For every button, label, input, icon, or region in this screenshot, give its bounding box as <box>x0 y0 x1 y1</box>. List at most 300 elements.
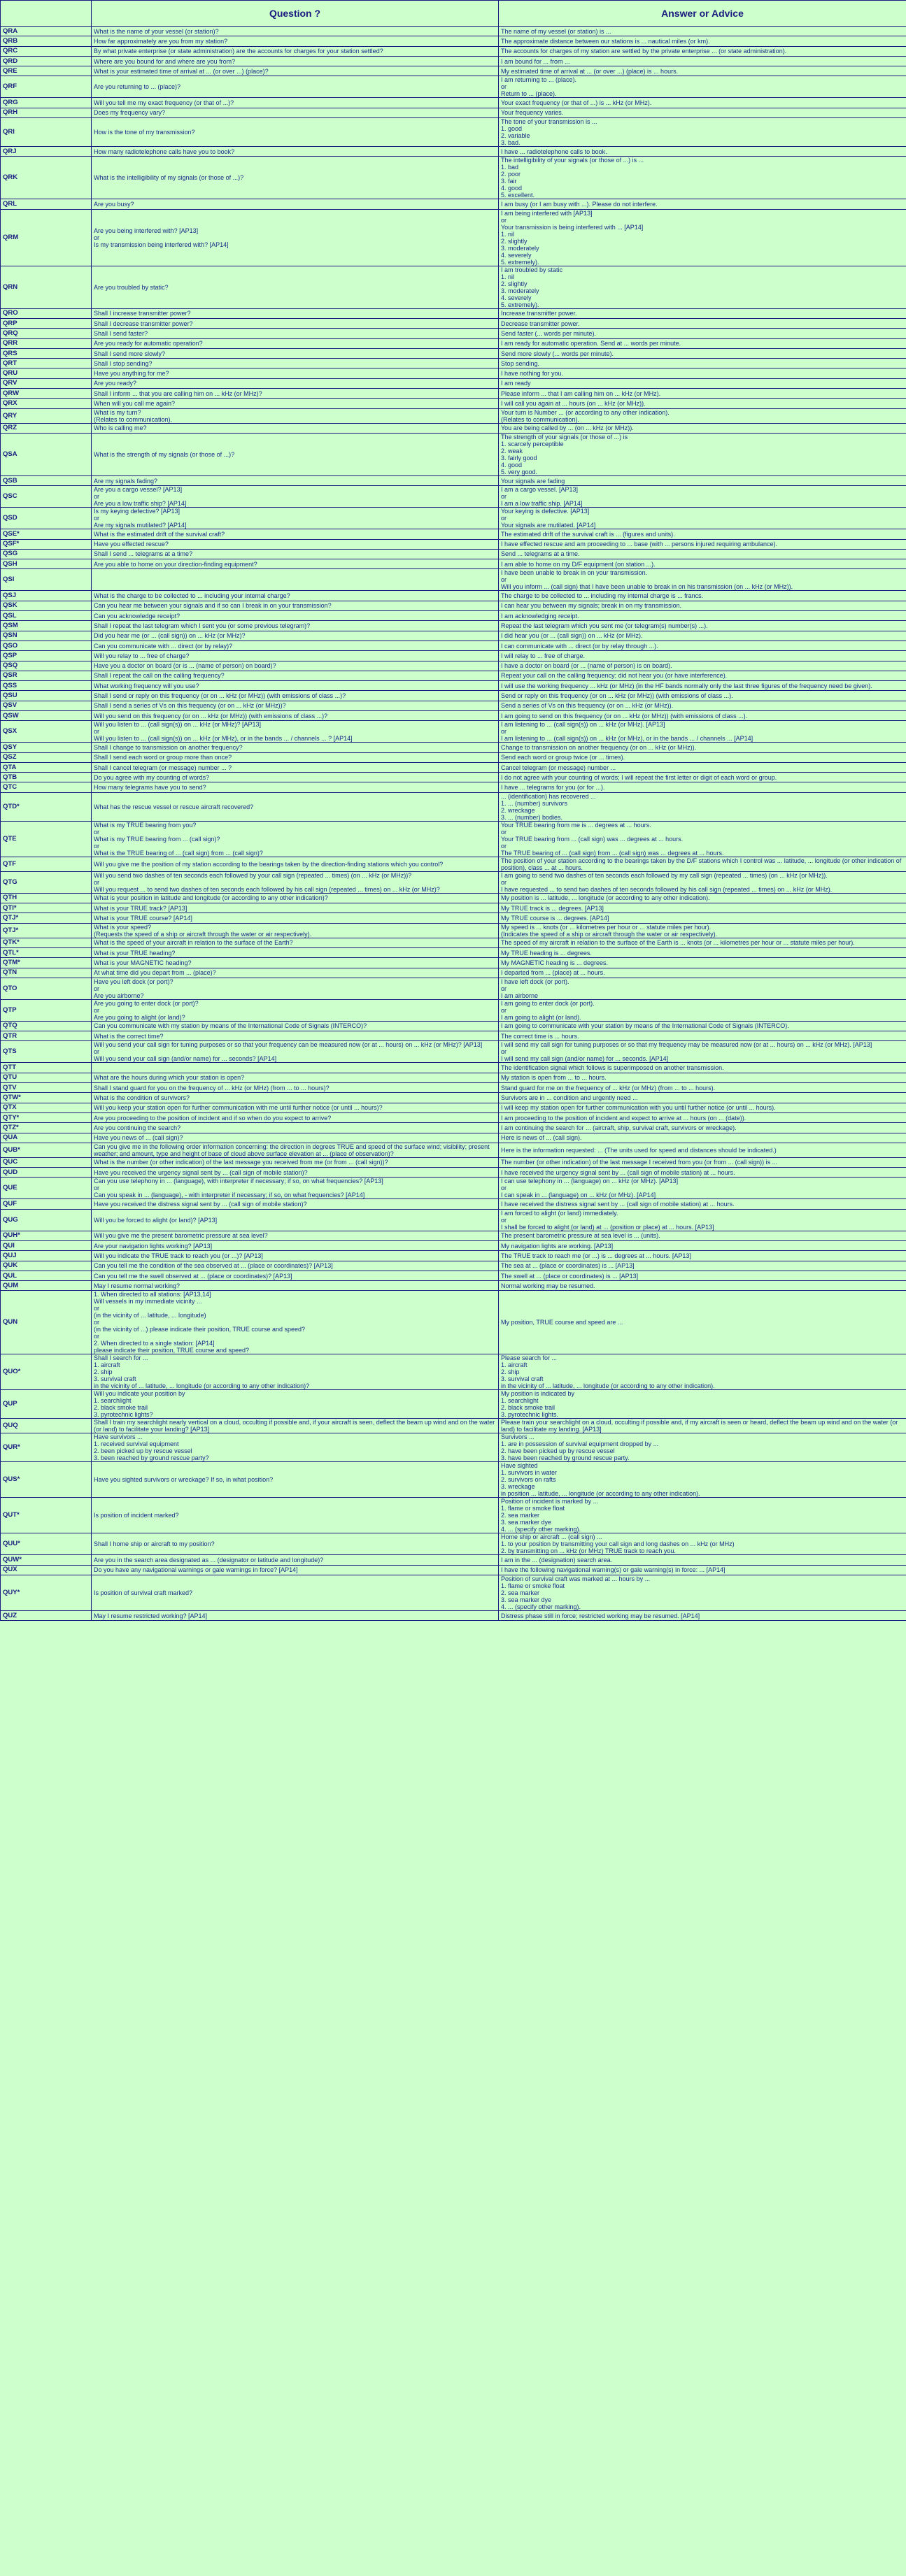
question-cell: Shall I train my searchlight nearly vertical on a cloud, occulting if possible and, if your aircraft is seen, deflect the beam up wind and on the water (or land) to facilitate your landing? [AP13] <box>92 1419 499 1433</box>
question-cell: Shall I inform ... that you are calling him on ... kHz (or MHz)? <box>92 389 499 399</box>
q-code: QRX <box>1 399 92 408</box>
q-code: QSN <box>1 631 92 641</box>
table-row <box>1 98 906 108</box>
q-code: QTE <box>1 821 92 857</box>
table-row <box>1 1419 906 1433</box>
q-code: QSC <box>1 486 92 508</box>
answer-cell: Home ship or aircraft ... (call sign) ... 1. to your position by transmitting your call sign and long dashes on ... kHz (or MHz) 2. by transmitting on ... kHz (or MHz) TRUE track to reach you. <box>499 1533 906 1555</box>
q-code: QSV <box>1 701 92 710</box>
table-row <box>1 36 906 46</box>
table-row <box>1 752 906 762</box>
answer-cell: Distress phase still in force; restricted working may be resumed. [AP14] <box>499 1611 906 1621</box>
question-cell: What is the number (or other indication) of the last message you received from me (or from ... (call sign))? <box>92 1157 499 1167</box>
table-row <box>1 108 906 117</box>
table-row <box>1 76 906 98</box>
table-row <box>1 611 906 621</box>
answer-cell: I have nothing for you. <box>499 368 906 378</box>
question-cell: Will you indicate your position by 1. searchlight 2. black smoke trail 3. pyrotechnic lights? <box>92 1390 499 1419</box>
table-row <box>1 999 906 1021</box>
question-cell: Are you returning to ... (place)? <box>92 76 499 98</box>
table-row <box>1 893 906 903</box>
question-cell: Shall I send faster? <box>92 329 499 338</box>
q-code: QTD* <box>1 792 92 821</box>
q-code: QUK <box>1 1261 92 1271</box>
table-row <box>1 641 906 650</box>
question-cell: Shall I send a series of Vs on this frequency (or on ... kHz (or MHz))? <box>92 701 499 710</box>
table-row <box>1 978 906 999</box>
q-code: QSD <box>1 508 92 529</box>
table-row <box>1 762 906 772</box>
q-code: QSH <box>1 559 92 569</box>
answer-cell: The number (or other indication) of the last message I received from you (or from ... (call sign)) is ... <box>499 1157 906 1167</box>
table-row <box>1 338 906 348</box>
answer-cell: I have left dock (or port). or I am airborne <box>499 978 906 999</box>
question-cell: Where are you bound for and where are you from? <box>92 56 499 66</box>
q-code: QUD <box>1 1168 92 1178</box>
table-row <box>1 1261 906 1271</box>
answer-cell: You are being called by ... (on ... kHz (or MHz)). <box>499 423 906 433</box>
q-code: QSE* <box>1 529 92 539</box>
q-code: QRY <box>1 408 92 423</box>
q-code: QSG <box>1 549 92 559</box>
table-row <box>1 389 906 399</box>
answer-cell: Your signals are fading <box>499 475 906 485</box>
question-cell: What is the speed of your aircraft in relation to the surface of the Earth? <box>92 938 499 947</box>
q-code: QRW <box>1 389 92 399</box>
question-cell: What is the name of your vessel (or station)? <box>92 27 499 36</box>
q-code: QSK <box>1 601 92 610</box>
question-cell: What has the rescue vessel or rescue aircraft recovered? <box>92 792 499 821</box>
q-code: QUU* <box>1 1533 92 1555</box>
question-cell: Have you received the urgency signal sent by ... (call sign of mobile station)? <box>92 1168 499 1178</box>
table-row <box>1 266 906 308</box>
question-cell: Have you received the distress signal sent by ... (call sign of mobile station)? <box>92 1199 499 1209</box>
q-code: QRC <box>1 46 92 56</box>
q-code: QRM <box>1 209 92 266</box>
q-code: QTN <box>1 968 92 978</box>
q-code: QSO <box>1 641 92 650</box>
answer-cell: My station is open from ... to ... hours. <box>499 1073 906 1082</box>
q-code: QTP <box>1 999 92 1021</box>
q-code: QSA <box>1 433 92 475</box>
q-code: QTI* <box>1 903 92 913</box>
answer-cell: Stop sending. <box>499 359 906 368</box>
q-code: QRG <box>1 98 92 108</box>
table-row <box>1 1354 906 1390</box>
answer-cell: My TRUE course is ... degrees. [AP14] <box>499 913 906 923</box>
question-cell: Shall I change to transmission on another frequency? <box>92 743 499 752</box>
answer-cell: I did hear you (or ... (call sign)) on ... kHz (or MHz). <box>499 631 906 641</box>
question-cell: What are the hours during which your station is open? <box>92 1073 499 1082</box>
answer-cell: My TRUE heading is ... degrees. <box>499 947 906 957</box>
answer-cell: Your TRUE bearing from me is ... degrees at ... hours. or Your TRUE bearing from ... (call sign) was ... degrees at ... hours. or The TRUE bearing of ... (call sign) from ... (call sign) was ... degrees at ... hours. <box>499 821 906 857</box>
question-cell: Do you agree with my counting of words? <box>92 773 499 782</box>
question-cell: What is the correct time? <box>92 1031 499 1041</box>
table-row <box>1 329 906 338</box>
answer-cell: I am in the ... (designation) search area. <box>499 1555 906 1565</box>
table-row <box>1 651 906 661</box>
q-code: QUB* <box>1 1143 92 1157</box>
answer-cell: I am going to enter dock (or port). or I am going to alight (or land). <box>499 999 906 1021</box>
answer-cell: I can communicate with ... direct (or by relay through ...). <box>499 641 906 650</box>
answer-cell: My position is ... latitude, ... longitude (or according to any other indication). <box>499 893 906 903</box>
table-row <box>1 1112 906 1122</box>
table-row <box>1 1611 906 1621</box>
answer-cell: Normal working may be resumed. <box>499 1281 906 1291</box>
table-row <box>1 1093 906 1103</box>
q-code: QTK* <box>1 938 92 947</box>
table-row <box>1 773 906 782</box>
table-row <box>1 681 906 691</box>
answer-cell: I am returning to ... (place). or Return to ... (place). <box>499 76 906 98</box>
q-code: QTC <box>1 782 92 792</box>
question-cell: What working frequency will you use? <box>92 681 499 691</box>
table-row <box>1 147 906 157</box>
q-code: QUJ <box>1 1251 92 1261</box>
answer-cell: The speed of my aircraft in relation to the surface of the Earth is ... knots (or ... kilometres per hour or ... statute miles per hour). <box>499 938 906 947</box>
question-cell: Do you have any navigational warnings or gale warnings in force? [AP14] <box>92 1565 499 1575</box>
q-code: QTV <box>1 1083 92 1093</box>
answer-cell: The charge to be collected to ... including my internal charge is ... francs. <box>499 591 906 601</box>
question-cell: Can you acknowledge receipt? <box>92 611 499 621</box>
q-code: QUA <box>1 1133 92 1143</box>
answer-cell: Send more slowly (... words per minute). <box>499 348 906 358</box>
answer-cell: Change to transmission on another frequency (or on ... kHz (or MHz)). <box>499 743 906 752</box>
q-code: QSU <box>1 691 92 701</box>
table-row <box>1 938 906 947</box>
table-row <box>1 529 906 539</box>
answer-cell: Please inform ... that I am calling him on ... kHz (or MHz). <box>499 389 906 399</box>
answer-cell: Position of survival craft was marked at ... hours by ... 1. flame or smoke float 2. sea marker 3. sea marker dye 4. ... (specify other marking). <box>499 1575 906 1611</box>
question-cell: Have you effected rescue? <box>92 539 499 549</box>
table-row <box>1 209 906 266</box>
answer-cell: My estimated time of arrival at ... (or over ...) (place) is ... hours. <box>499 66 906 76</box>
table-row <box>1 710 906 720</box>
q-code: QRJ <box>1 147 92 157</box>
table-row <box>1 408 906 423</box>
table-row <box>1 1575 906 1611</box>
answer-cell: I do not agree with your counting of words; I will repeat the first letter or digit of each word or group. <box>499 773 906 782</box>
q-code: QSR <box>1 671 92 680</box>
question-cell: Have survivors ... 1. received survival equipment 2. been picked up by rescue vessel 3. been reached by ground rescue party? <box>92 1433 499 1462</box>
question-cell: How many radiotelephone calls have you to book? <box>92 147 499 157</box>
answer-cell: I will relay to ... free of charge. <box>499 651 906 661</box>
q-code: QRK <box>1 157 92 199</box>
table-row <box>1 947 906 957</box>
question-cell: Are you busy? <box>92 199 499 209</box>
table-row <box>1 1241 906 1251</box>
answer-cell: Send ... telegrams at a time. <box>499 549 906 559</box>
answer-cell: I am listening to ... (call sign(s)) on ... kHz (or MHz). [AP13] or I am listening to ... (call sign(s)) on ... kHz (or MHz), or in the bands ... / channels ... [AP14] <box>499 721 906 743</box>
question-cell: Are you ready? <box>92 378 499 388</box>
question-cell: Shall I stop sending? <box>92 359 499 368</box>
q-code: QSL <box>1 611 92 621</box>
question-cell: How far approximately are you from my station? <box>92 36 499 46</box>
header-question: Question ? <box>92 1 499 27</box>
question-cell: Can you hear me between your signals and if so can I break in on your transmission? <box>92 601 499 610</box>
table-row <box>1 1073 906 1082</box>
table-row <box>1 621 906 631</box>
table-row <box>1 1083 906 1093</box>
q-code: QSY <box>1 743 92 752</box>
q-code: QUG <box>1 1209 92 1231</box>
q-code: QTA <box>1 762 92 772</box>
q-code: QUM <box>1 1281 92 1291</box>
question-cell: What is the intelligibility of my signals (or those of ...)? <box>92 157 499 199</box>
table-row <box>1 486 906 508</box>
question-cell: Will you send two dashes of ten seconds each followed by your call sign (repeated ... times) (on ... kHz (or MHz))? or Will you request ... to send two dashes of ten seconds each followed by his call sign (repeated ... times) on ... kHz (or MHz)? <box>92 871 499 893</box>
table-row <box>1 559 906 569</box>
table-row <box>1 508 906 529</box>
question-cell: Are you troubled by static? <box>92 266 499 308</box>
table-row <box>1 661 906 671</box>
answer-cell: Stand guard for me on the frequency of ... kHz (or MHz) (from ... to ... hours). <box>499 1083 906 1093</box>
question-cell: Have you sighted survivors or wreckage? If so, in what position? <box>92 1462 499 1498</box>
question-cell: Can you tell me the condition of the sea observed at ... (place or coordinates)? [AP13] <box>92 1261 499 1271</box>
table-row <box>1 857 906 871</box>
answer-cell: The strength of your signals (or those of ...) is 1. scarcely perceptible 2. weak 3. fairly good 4. good 5. very good. <box>499 433 906 475</box>
q-code: QSP <box>1 651 92 661</box>
table-row <box>1 423 906 433</box>
question-cell: Will you be forced to alight (or land)? [AP13] <box>92 1209 499 1231</box>
table-row <box>1 671 906 680</box>
table-row <box>1 549 906 559</box>
table-row <box>1 721 906 743</box>
q-code: QRE <box>1 66 92 76</box>
table-row <box>1 871 906 893</box>
answer-cell: The TRUE track to reach me (or ...) is ... degrees at ... hours. [AP13] <box>499 1251 906 1261</box>
answer-cell: I have received the distress signal sent by ... (call sign of mobile station) at ... hours. <box>499 1199 906 1209</box>
table-row <box>1 157 906 199</box>
table-row <box>1 1291 906 1354</box>
answer-cell: I have a doctor on board (or ... (name of person) is on board). <box>499 661 906 671</box>
answer-cell: I am proceeding to the position of incident and expect to arrive at ... hours (on ... (date)). <box>499 1112 906 1122</box>
question-cell: Shall I decrease transmitter power? <box>92 318 499 328</box>
question-cell: Have you left dock (or port)? or Are you airborne? <box>92 978 499 999</box>
q-code: QRO <box>1 308 92 318</box>
answer-cell: I am busy (or I am busy with ...). Please do not interfere. <box>499 199 906 209</box>
q-code: QUN <box>1 1291 92 1354</box>
answer-cell: I will call you again at ... hours (on ... kHz (or MHz)). <box>499 399 906 408</box>
answer-cell: I am going to send two dashes of ten seconds each followed by my call sign (repeated ... times) (on ... kHz (or MHz)). or I have requested ... to send two dashes of ten seconds followed by his call sign (repeated ... times) on ... kHz (or MHz). <box>499 871 906 893</box>
table-row <box>1 348 906 358</box>
table-row <box>1 1462 906 1498</box>
q-code: QUF <box>1 1199 92 1209</box>
answer-cell: I can hear you between my signals; break in on my transmission. <box>499 601 906 610</box>
question-cell: Shall I home ship or aircraft to my position? <box>92 1533 499 1555</box>
table-row <box>1 1031 906 1041</box>
q-code: QUS* <box>1 1462 92 1498</box>
answer-cell: My TRUE track is ... degrees. [AP13] <box>499 903 906 913</box>
answer-cell: Please search for ... 1. aircraft 2. ship 3. survival craft in the vicinity of ... latitude, ... longitude (or according to any other indication). <box>499 1354 906 1390</box>
table-row <box>1 903 906 913</box>
q-code: QUP <box>1 1390 92 1419</box>
table-row <box>1 1533 906 1555</box>
answer-cell: ... (identification) has recovered ... 1. ... (number) survivors 2. wreckage 3. ... (number) bodies. <box>499 792 906 821</box>
answer-cell: I am ready <box>499 378 906 388</box>
question-cell: At what time did you depart from ... (place)? <box>92 968 499 978</box>
q-code: QRS <box>1 348 92 358</box>
q-code: QSQ <box>1 661 92 671</box>
question-cell: Can you communicate with my station by means of the International Code of Signals (INTERCO)? <box>92 1021 499 1031</box>
table-row <box>1 923 906 938</box>
answer-cell: My navigation lights are working. [AP13] <box>499 1241 906 1251</box>
question-cell: Are you in the search area designated as ... (designator or latitude and longitude)? <box>92 1555 499 1565</box>
q-code: QTL* <box>1 947 92 957</box>
answer-cell: I am forced to alight (or land) immediately. or I shall be forced to alight (or land) at ... (position or place) at ... hours. [AP13] <box>499 1209 906 1231</box>
answer-cell: I am acknowledging receipt. <box>499 611 906 621</box>
question-cell: Are your navigation lights working? [AP13] <box>92 1241 499 1251</box>
table-row <box>1 1168 906 1178</box>
table-row <box>1 958 906 968</box>
answer-cell: The estimated drift of the survival craft is ... (figures and units). <box>499 529 906 539</box>
answer-cell: I will send my call sign for tuning purposes or so that my frequency may be measured now (or at ... hours) on ... kHz (or MHz). [AP13] or I will send my call sign (and/or name) for ... seconds. [AP14] <box>499 1041 906 1063</box>
answer-cell: The approximate distance between our stations is ... nautical miles (or km). <box>499 36 906 46</box>
table-row <box>1 1565 906 1575</box>
q-code: QRR <box>1 338 92 348</box>
q-code: QRD <box>1 56 92 66</box>
q-code: QRV <box>1 378 92 388</box>
q-code: QRH <box>1 108 92 117</box>
header-answer: Answer or Advice <box>499 1 906 27</box>
q-code: QSF* <box>1 539 92 549</box>
q-code: QTB <box>1 773 92 782</box>
question-cell: Will you give me the present barometric pressure at sea level? <box>92 1231 499 1240</box>
answer-cell: I have the following navigational warning(s) or gale warning(s) in force: ... [AP14] <box>499 1565 906 1575</box>
question-cell: Will you give me the position of my station according to the bearings taken by the direction-finding stations which you control? <box>92 857 499 871</box>
q-code: QRA <box>1 27 92 36</box>
question-cell: Are you ready for automatic operation? <box>92 338 499 348</box>
q-code: QUT* <box>1 1498 92 1533</box>
q-code: QRZ <box>1 423 92 433</box>
header-code <box>1 1 92 27</box>
question-cell: Can you tell me the swell observed at ... (place or coordinates)? [AP13] <box>92 1271 499 1280</box>
answer-cell: The intelligibility of your signals (or those of ...) is ... 1. bad 2. poor 3. fair 4. good 5. excellent. <box>499 157 906 199</box>
q-code: QUL <box>1 1271 92 1280</box>
question-cell: When will you call me again? <box>92 399 499 408</box>
question-cell: Are you going to enter dock (or port)? or Are you going to alight (or land)? <box>92 999 499 1021</box>
question-cell: Will you relay to ... free of charge? <box>92 651 499 661</box>
answer-cell: I departed from ... (place) at ... hours. <box>499 968 906 978</box>
question-cell: Are you able to home on your direction-finding equipment? <box>92 559 499 569</box>
answer-cell: The identification signal which follows is superimposed on another transmission. <box>499 1063 906 1073</box>
answer-cell: Your exact frequency (or that of ...) is ... kHz (or MHz). <box>499 98 906 108</box>
q-code: QRI <box>1 118 92 147</box>
question-cell: What is your TRUE heading? <box>92 947 499 957</box>
q-code: QUX <box>1 1565 92 1575</box>
question-cell: What is the strength of my signals (or those of ...)? <box>92 433 499 475</box>
answer-cell: The accounts for charges of my station are settled by the private enterprise ... (or state administration). <box>499 46 906 56</box>
question-cell: What is your speed? (Requests the speed of a ship or aircraft through the water or air respectively). <box>92 923 499 938</box>
table-row <box>1 968 906 978</box>
q-code: QRU <box>1 368 92 378</box>
table-row <box>1 1063 906 1073</box>
answer-cell: I am going to send on this frequency (or on ... kHz (or MHz)) (with emissions of class ...). <box>499 710 906 720</box>
question-cell: Shall I send each word or group more than once? <box>92 752 499 762</box>
answer-cell: The tone of your transmission is ... 1. good 2. variable 3. bad. <box>499 118 906 147</box>
question-cell: Is my keying defective? [AP13] or Are my signals mutilated? [AP14] <box>92 508 499 529</box>
table-row <box>1 399 906 408</box>
q-code: QUH* <box>1 1231 92 1240</box>
table-row <box>1 743 906 752</box>
q-code: QUY* <box>1 1575 92 1611</box>
question-cell: Will you listen to ... (call sign(s)) on ... kHz (or MHz)? [AP13] or Will you listen to ... (call sign(s)) on ... kHz (or MHz), or in the bands ... / channels ... ? [AP14] <box>92 721 499 743</box>
q-code: QTQ <box>1 1021 92 1031</box>
table-row <box>1 66 906 76</box>
question-cell: Are my signals fading? <box>92 475 499 485</box>
table-row <box>1 118 906 147</box>
question-cell: Are you continuing the search? <box>92 1123 499 1133</box>
answer-cell: I am continuing the search for ... (aircraft, ship, survival craft, survivors or wreckage). <box>499 1123 906 1133</box>
answer-cell: Repeat the last telegram which you sent me (or telegram(s) number(s) ...). <box>499 621 906 631</box>
answer-cell: I have ... telegrams for you (or for ...). <box>499 782 906 792</box>
answer-cell: I have ... radiotelephone calls to book. <box>499 147 906 157</box>
q-code: QTS <box>1 1041 92 1063</box>
q-code: QRB <box>1 36 92 46</box>
answer-cell: I will keep my station open for further communication with you until further notice (or until ... hours). <box>499 1103 906 1112</box>
q-code: QTX <box>1 1103 92 1112</box>
table-row <box>1 433 906 475</box>
answer-cell: The swell at ... (place or coordinates) is ... [AP13] <box>499 1271 906 1280</box>
answer-cell: Send faster (... words per minute). <box>499 329 906 338</box>
question-cell: Shall I send more slowly? <box>92 348 499 358</box>
answer-cell: I can use telephony in ... (language) on ... kHz (or MHz). [AP13] or I can speak in ... (language) on ... kHz (or MHz). [AP14] <box>499 1178 906 1199</box>
question-cell: 1. When directed to all stations: [AP13,14] Will vessels in my immediate vicinity ... or (in the vicinity of ... latitude, ... longitude) or (in the vicinity of ...) please indicate their position, TRUE course and speed? or 2. When directed to a single station: [AP14] please indicate their position, TRUE course and speed? <box>92 1291 499 1354</box>
table-row <box>1 1103 906 1112</box>
q-code: QTJ* <box>1 923 92 938</box>
table-row <box>1 631 906 641</box>
answer-cell: Please train your searchlight on a cloud, occulting if possible and, if my aircraft is seen or heard, deflect the beam up wind and on the water (or land) to facilitate my landing. [AP13] <box>499 1419 906 1433</box>
answer-cell: Survivors ... 1. are in possession of survival equipment dropped by ... 2. have been picked up by rescue vessel 3. have been reached by ground rescue party. <box>499 1433 906 1462</box>
q-code: QSB <box>1 475 92 485</box>
answer-cell: Here is news of ... (call sign). <box>499 1133 906 1143</box>
answer-cell: Your frequency varies. <box>499 108 906 117</box>
q-code: QUC <box>1 1157 92 1167</box>
question-cell: Can you use telephony in ... (language), with interpreter if necessary; if so, on what frequencies? [AP13] or Can you speak in ... (language), - with interpreter if necessary; if so, on what frequencies? [AP14] <box>92 1178 499 1199</box>
answer-cell: I am troubled by static 1. nil 2. slightly 3. moderately 4. severely 5. extremely). <box>499 266 906 308</box>
answer-cell: The name of my vessel (or station) is ... <box>499 27 906 36</box>
answer-cell: Survivors are in ... condition and urgently need ... <box>499 1093 906 1103</box>
table-row <box>1 601 906 610</box>
q-code: QSZ <box>1 752 92 762</box>
answer-cell: I am ready for automatic operation. Send at ... words per minute. <box>499 338 906 348</box>
table-row <box>1 1133 906 1143</box>
question-cell: Have you a doctor on board (or is ... (name of person) on board)? <box>92 661 499 671</box>
table-row <box>1 1231 906 1240</box>
question-cell: May I resume normal working? <box>92 1281 499 1291</box>
question-cell: What is the condition of survivors? <box>92 1093 499 1103</box>
q-code: QTU <box>1 1073 92 1082</box>
answer-cell: Position of incident is marked by ... 1. flame or smoke float 2. sea marker 3. sea marker dye 4. ... (specify other marking). <box>499 1498 906 1533</box>
answer-cell: Your keying is defective. [AP13] or Your signals are mutilated. [AP14] <box>499 508 906 529</box>
table-row <box>1 1390 906 1419</box>
answer-cell: Decrease transmitter power. <box>499 318 906 328</box>
table-row <box>1 1123 906 1133</box>
question-cell: Have you anything for me? <box>92 368 499 378</box>
table-row <box>1 569 906 591</box>
q-code: QUR* <box>1 1433 92 1462</box>
question-cell: What is my turn? (Relates to communication). <box>92 408 499 423</box>
q-code: QSI <box>1 569 92 591</box>
q-code: QSM <box>1 621 92 631</box>
question-cell <box>92 1063 499 1073</box>
question-cell: What is the charge to be collected to ... including your internal charge? <box>92 591 499 601</box>
table-row <box>1 475 906 485</box>
question-cell: Shall I repeat the call on the calling frequency? <box>92 671 499 680</box>
q-code: QTJ* <box>1 913 92 923</box>
question-cell: Shall I search for ... 1. aircraft 2. ship 3. survival craft in the vicinity of ... latitude, ... longitude (or according to any other indication)? <box>92 1354 499 1390</box>
table-row <box>1 792 906 821</box>
